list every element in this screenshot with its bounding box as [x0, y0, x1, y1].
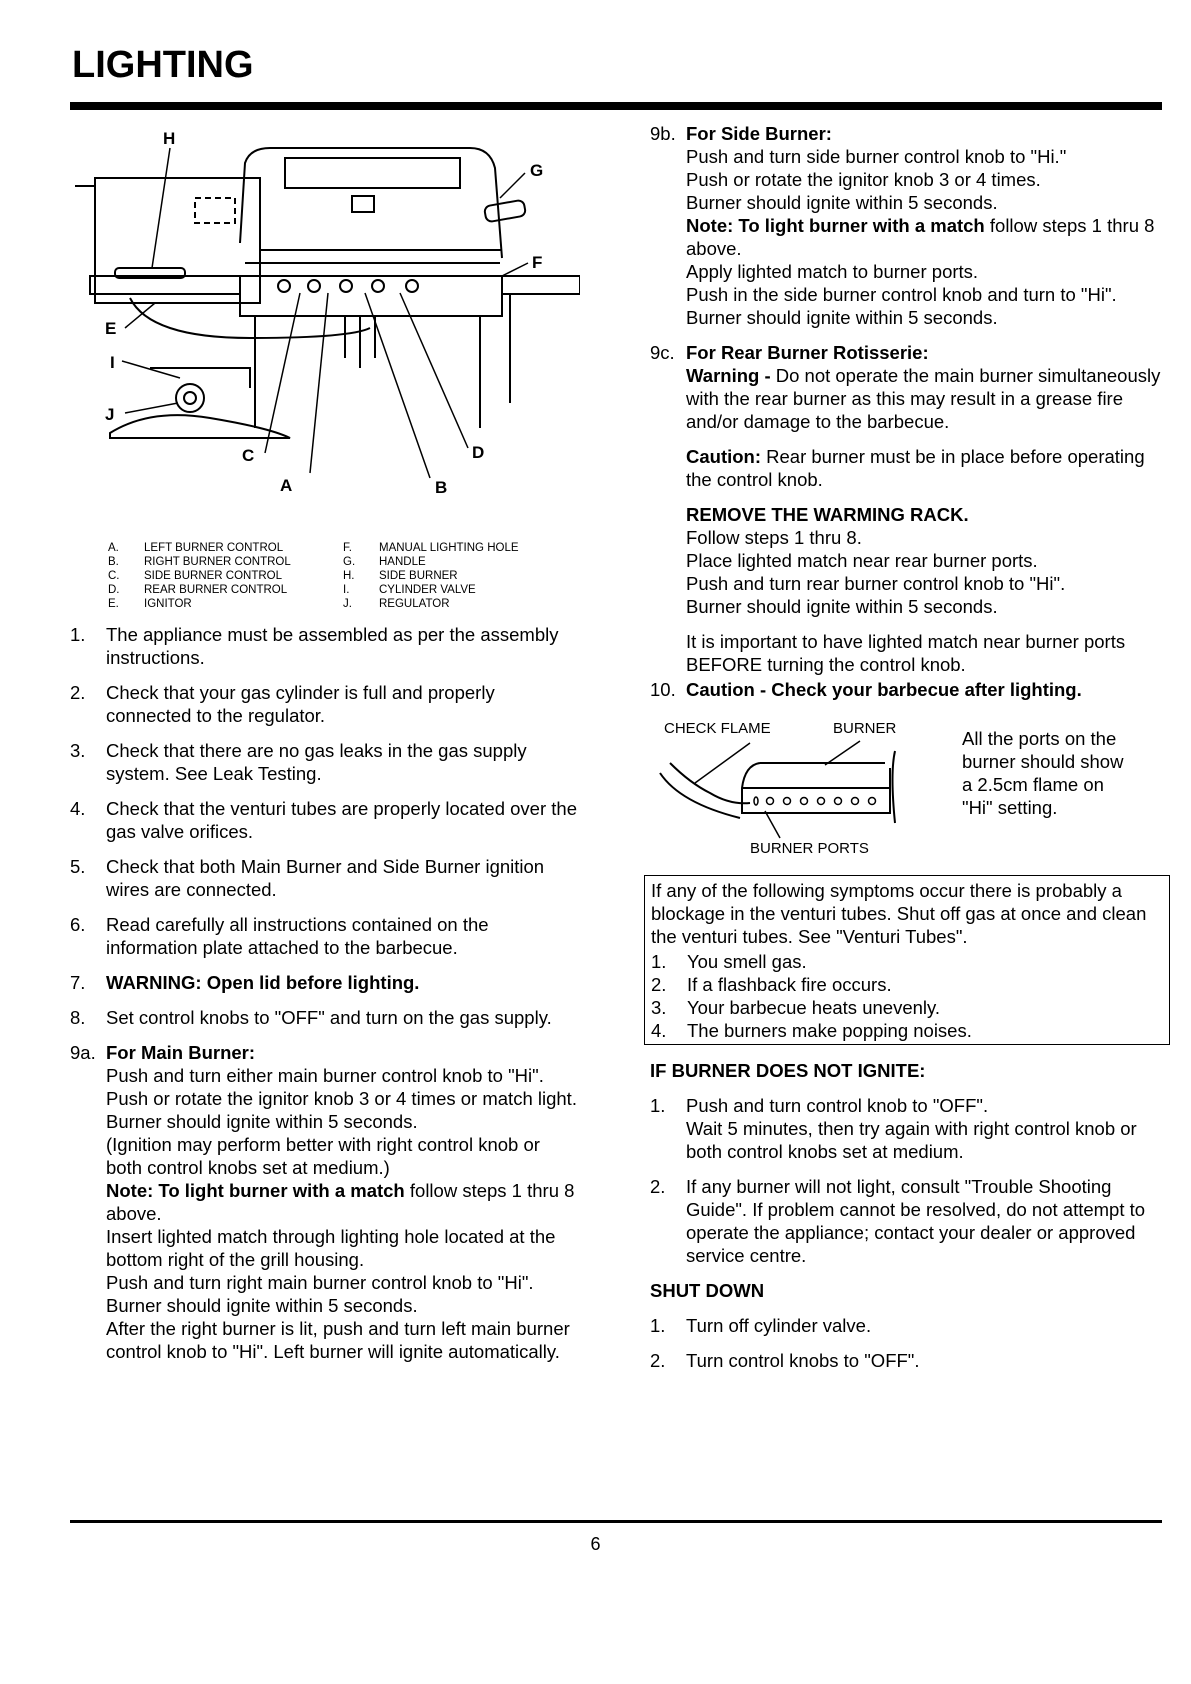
callout-g: G — [530, 161, 544, 180]
step-9c: 9c. For Rear Burner Rotisserie: Warning - Do not operate the main burner simultaneously with the rear burner as this may result in a grease fire and/or damage to the barbecue. Caution: Rear burner must be in place before operating the control knob. REMOVE THE WARMING RACK. Follow steps 1 thru 8. Place lighted match near rear burner ports. Push and turn rear burner control knob to "Hi". Burner should ignite within 5 seconds. It is important to have lighted match near burner ports BEFORE turning the control knob. — [650, 342, 1161, 675]
page-title: LIGHTING — [72, 44, 254, 86]
step-2: 2. Check that your gas cylinder is full and properly connected to the regulator. — [70, 682, 495, 726]
grill-lid — [240, 148, 502, 258]
label-check-flame: CHECK FLAME — [664, 720, 771, 737]
legend-item: F. MANUAL LIGHTING HOLE — [343, 542, 519, 554]
footer-rule — [70, 1520, 1162, 1523]
diagram-legend — [108, 541, 580, 611]
symptom-item: 3. Your barbecue heats unevenly. — [651, 997, 941, 1018]
right-shelf — [502, 276, 580, 294]
step-5: 5. Check that both Main Burner and Side Burner ignition wires are connected. — [70, 856, 545, 900]
step-6: 6. Read carefully all instructions contained on the information plate attached to the barbecue. — [70, 914, 489, 958]
legend-item: D. REAR BURNER CONTROL — [108, 584, 288, 596]
legend-item: B. RIGHT BURNER CONTROL — [108, 556, 291, 568]
step-9c-heading: For Rear Burner Rotisserie: — [686, 342, 929, 363]
step-9a-heading: For Main Burner: — [106, 1042, 256, 1063]
legend-item: A. LEFT BURNER CONTROL — [108, 542, 284, 554]
label-burner-ports: BURNER PORTS — [750, 840, 869, 857]
callout-h: H — [163, 129, 176, 148]
step-9b-heading: For Side Burner: — [686, 123, 832, 144]
callout-c: C — [242, 446, 255, 465]
lid-handle-bar — [285, 158, 460, 188]
thermometer — [352, 196, 374, 212]
symptom-item: 2. If a flashback fire occurs. — [651, 974, 892, 995]
shutdown-heading: SHUT DOWN — [650, 1280, 765, 1301]
shutdown-step-1: 1. Turn off cylinder valve. — [650, 1315, 872, 1336]
step-3: 3. Check that there are no gas leaks in the gas supply system. See Leak Testing. — [70, 740, 527, 784]
step-8: 8. Set control knobs to "OFF" and turn on the gas supply. — [70, 1007, 552, 1028]
legend-item: E. IGNITOR — [108, 598, 192, 610]
burner-figure — [650, 713, 1170, 863]
symptoms-intro: If any of the following symptoms occur there is probably a blockage in the venturi tubes. Shut off gas at once and clean the venturi tubes. See "Venturi Tubes". — [651, 880, 1147, 947]
legend-item: G. HANDLE — [343, 556, 426, 568]
callout-b: B — [435, 478, 448, 497]
callout-e: E — [105, 319, 117, 338]
step-9a: 9a. For Main Burner: Push and turn either main burner control knob to "Hi". Push or rotate the ignitor knob 3 or 4 times or match light. Burner should ignite within 5 seconds. (Ignition may perform better with right control knob or both control knobs set at medium.) Note: To light burner with a match follow steps 1 thru 8 above. Insert lighted match through lighting hole located at the bottom right of the grill housing. Push and turn right main burner control knob to "Hi". Burner should ignite within 5 seconds. After the right burner is lit, push and turn left main burner control knob to "Hi". Left burner will ignite automatically. — [70, 1042, 577, 1362]
no-ignite-step-1: 1. Push and turn control knob to "OFF". Wait 5 minutes, then try again with right control knob or both control knobs set at medium. — [650, 1095, 1137, 1162]
burner-diagram — [650, 713, 950, 863]
callout-a: A — [280, 476, 293, 495]
header-rule — [70, 102, 1162, 110]
symptoms-box — [644, 875, 1170, 1045]
label-burner: BURNER — [833, 720, 897, 737]
legend-item: H. SIDE BURNER — [343, 570, 458, 582]
step-9b: 9b. For Side Burner: Push and turn side burner control knob to "Hi." Push or rotate the ignitor knob 3 or 4 times. Burner should ignite within 5 seconds. Note: To light burner with a match follow steps 1 thru 8 above. Apply lighted match to burner ports. Push in the side burner control knob and turn to "Hi". Burner should ignite within 5 seconds. — [650, 123, 1155, 328]
step-1: 1. The appliance must be assembled as per the assembly instructions. — [70, 624, 559, 668]
step-4: 4. Check that the venturi tubes are properly located over the gas valve orifices. — [70, 798, 577, 842]
step-10: 10. Caution - Check your barbecue after lighting. — [650, 679, 1082, 700]
right-column — [650, 122, 1170, 1384]
no-ignite-heading: IF BURNER DOES NOT IGNITE: — [650, 1060, 926, 1081]
callout-f: F — [532, 253, 543, 272]
legend-item: I. CYLINDER VALVE — [343, 584, 476, 596]
legend-item: C. SIDE BURNER CONTROL — [108, 570, 283, 582]
shutdown-step-2: 2. Turn control knobs to "OFF". — [650, 1350, 920, 1371]
no-ignite-step-2: 2. If any burner will not light, consult "Trouble Shooting Guide". If problem cannot be resolved, do not attempt to operate the appliance; contact your dealer or approved service centre. — [650, 1176, 1146, 1266]
callout-d: D — [472, 443, 485, 462]
remove-warming-rack: REMOVE THE WARMING RACK. — [686, 504, 969, 525]
burner-flame-note: All the ports on the burner should show a 2.5cm flame on "Hi" setting. — [962, 728, 1124, 818]
side-burner-box — [95, 178, 260, 303]
barbecue-diagram — [70, 128, 580, 533]
step-7-warning: 7. WARNING: Open lid before lighting. — [70, 972, 420, 993]
callout-j: J — [105, 405, 115, 424]
symptom-item: 1. You smell gas. — [651, 951, 807, 972]
symptom-item: 4. The burners make popping noises. — [651, 1020, 972, 1041]
legend-item: J. REGULATOR — [343, 598, 450, 610]
page-number: 6 — [590, 1534, 601, 1554]
callout-i: I — [110, 353, 115, 372]
left-column — [70, 128, 580, 1375]
